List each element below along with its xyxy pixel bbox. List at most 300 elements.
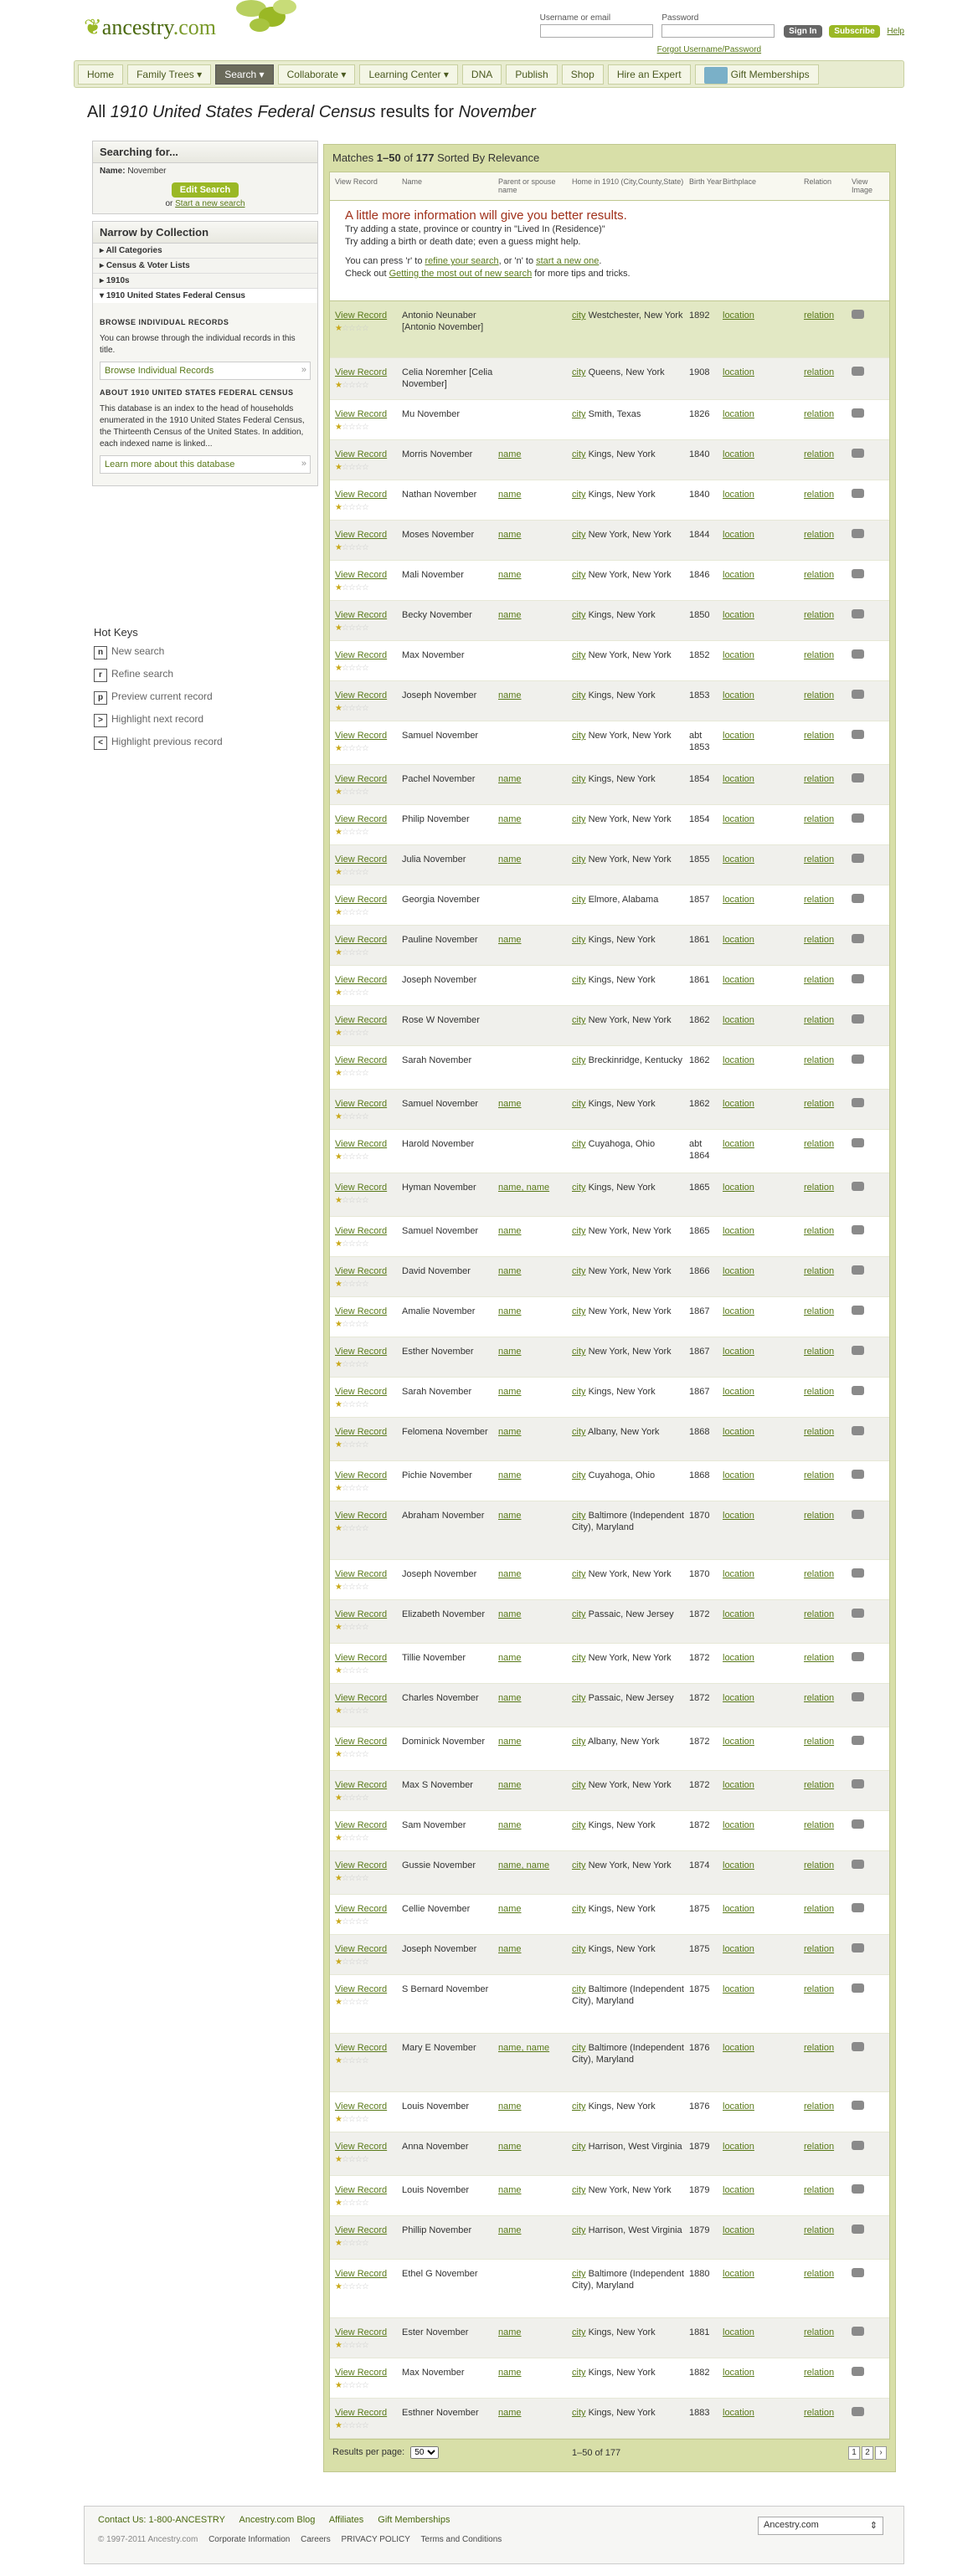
birthplace-link[interactable]: location: [723, 1139, 754, 1149]
city-link[interactable]: city: [572, 1306, 586, 1316]
birthplace-link[interactable]: location: [723, 1306, 754, 1316]
view-image-icon[interactable]: [852, 2184, 864, 2194]
table-row[interactable]: [330, 1046, 889, 1090]
city-link[interactable]: city: [572, 570, 586, 580]
view-record-link[interactable]: View Record: [335, 570, 388, 580]
view-record-link[interactable]: View Record: [335, 2408, 388, 2418]
birthplace-link[interactable]: location: [723, 1904, 754, 1914]
birthplace-link[interactable]: location: [723, 1347, 754, 1357]
view-record-link[interactable]: View Record: [335, 650, 388, 660]
relation-link[interactable]: relation: [804, 490, 835, 500]
birthplace-link[interactable]: location: [723, 2327, 754, 2337]
view-image-icon[interactable]: [852, 1609, 864, 1618]
birthplace-link[interactable]: location: [723, 530, 754, 540]
birthplace-link[interactable]: location: [723, 1183, 754, 1193]
subscribe-button[interactable]: Subscribe: [829, 25, 879, 38]
view-record-link[interactable]: View Record: [335, 1427, 388, 1437]
relation-link[interactable]: relation: [804, 814, 835, 824]
nav-collaborate[interactable]: Collaborate ▾: [278, 64, 356, 85]
parent-spouse-link[interactable]: name: [498, 449, 522, 459]
table-row[interactable]: [330, 400, 889, 440]
relation-link[interactable]: relation: [804, 975, 835, 985]
city-link[interactable]: city: [572, 1470, 586, 1480]
table-row[interactable]: [330, 1727, 889, 1771]
city-link[interactable]: city: [572, 2142, 586, 2152]
parent-spouse-link[interactable]: name: [498, 854, 522, 865]
view-image-icon[interactable]: [852, 489, 864, 498]
city-link[interactable]: city: [572, 2368, 586, 2378]
refine-search-link[interactable]: refine your search: [425, 256, 499, 266]
site-selector[interactable]: Ancestry.com ⇕: [758, 2517, 883, 2535]
relation-link[interactable]: relation: [804, 1347, 835, 1357]
birthplace-link[interactable]: location: [723, 895, 754, 905]
table-row[interactable]: [330, 2318, 889, 2358]
view-image-icon[interactable]: [852, 2367, 864, 2376]
start-new-search-link[interactable]: Start a new search: [175, 199, 245, 208]
relation-link[interactable]: relation: [804, 2408, 835, 2418]
table-row[interactable]: [330, 1684, 889, 1727]
city-link[interactable]: city: [572, 774, 586, 784]
city-link[interactable]: city: [572, 1860, 586, 1870]
city-link[interactable]: city: [572, 2327, 586, 2337]
sign-in-button[interactable]: Sign In: [784, 25, 821, 38]
view-image-icon[interactable]: [852, 1138, 864, 1147]
hotkey-next[interactable]: > Highlight next record: [94, 713, 311, 736]
relation-link[interactable]: relation: [804, 1183, 835, 1193]
view-record-link[interactable]: View Record: [335, 690, 388, 700]
birthplace-link[interactable]: location: [723, 1470, 754, 1480]
birthplace-link[interactable]: location: [723, 1653, 754, 1663]
birthplace-link[interactable]: location: [723, 1984, 754, 1994]
footer-careers[interactable]: Careers: [301, 2535, 331, 2544]
nav-shop[interactable]: Shop: [562, 64, 604, 85]
city-link[interactable]: city: [572, 935, 586, 945]
ancestry-logo[interactable]: ❦ancestry.com: [84, 15, 216, 39]
view-record-link[interactable]: View Record: [335, 2327, 388, 2337]
view-image-icon[interactable]: [852, 449, 864, 458]
relation-link[interactable]: relation: [804, 1693, 835, 1703]
city-link[interactable]: city: [572, 1099, 586, 1109]
parent-spouse-link[interactable]: name: [498, 1693, 522, 1703]
view-record-link[interactable]: View Record: [335, 1387, 388, 1397]
view-record-link[interactable]: View Record: [335, 1511, 388, 1521]
view-image-icon[interactable]: [852, 1306, 864, 1315]
view-record-link[interactable]: View Record: [335, 449, 388, 459]
view-record-link[interactable]: View Record: [335, 2101, 388, 2112]
relation-link[interactable]: relation: [804, 1139, 835, 1149]
relation-link[interactable]: relation: [804, 530, 835, 540]
birthplace-link[interactable]: location: [723, 610, 754, 620]
relation-link[interactable]: relation: [804, 310, 835, 321]
city-link[interactable]: city: [572, 1139, 586, 1149]
birthplace-link[interactable]: location: [723, 1820, 754, 1830]
relation-link[interactable]: relation: [804, 1055, 835, 1065]
city-link[interactable]: city: [572, 1387, 586, 1397]
view-image-icon[interactable]: [852, 1346, 864, 1355]
view-record-link[interactable]: View Record: [335, 1139, 388, 1149]
view-image-icon[interactable]: [852, 1568, 864, 1578]
table-row[interactable]: [330, 1418, 889, 1461]
city-link[interactable]: city: [572, 2101, 586, 2112]
city-link[interactable]: city: [572, 530, 586, 540]
view-record-link[interactable]: View Record: [335, 1984, 388, 1994]
table-row[interactable]: [330, 845, 889, 885]
table-row[interactable]: [330, 561, 889, 601]
birthplace-link[interactable]: location: [723, 2142, 754, 2152]
birthplace-link[interactable]: location: [723, 2408, 754, 2418]
city-link[interactable]: city: [572, 1737, 586, 1747]
nav-gift-memberships[interactable]: [695, 64, 819, 85]
birthplace-link[interactable]: location: [723, 449, 754, 459]
relation-link[interactable]: relation: [804, 1226, 835, 1236]
table-row[interactable]: [330, 1935, 889, 1975]
birthplace-link[interactable]: location: [723, 1099, 754, 1109]
view-record-link[interactable]: View Record: [335, 1609, 388, 1619]
table-row[interactable]: [330, 2216, 889, 2260]
birthplace-link[interactable]: location: [723, 1693, 754, 1703]
parent-spouse-link[interactable]: name: [498, 1470, 522, 1480]
view-image-icon[interactable]: [852, 1903, 864, 1912]
relation-link[interactable]: relation: [804, 774, 835, 784]
parent-spouse-link[interactable]: name: [498, 814, 522, 824]
relation-link[interactable]: relation: [804, 650, 835, 660]
relation-link[interactable]: relation: [804, 895, 835, 905]
view-record-link[interactable]: View Record: [335, 1347, 388, 1357]
table-row[interactable]: [330, 2399, 889, 2439]
hotkey-preview[interactable]: p Preview current record: [94, 690, 311, 713]
table-row[interactable]: [330, 1501, 889, 1560]
view-image-icon[interactable]: [852, 2268, 864, 2277]
view-image-icon[interactable]: [852, 974, 864, 983]
table-row[interactable]: [330, 1173, 889, 1217]
view-image-icon[interactable]: [852, 1510, 864, 1519]
parent-spouse-link[interactable]: name: [498, 1737, 522, 1747]
table-row[interactable]: [330, 2132, 889, 2176]
table-row[interactable]: [330, 1771, 889, 1811]
parent-spouse-link[interactable]: name: [498, 1427, 522, 1437]
view-image-icon[interactable]: [852, 1225, 864, 1234]
parent-spouse-link[interactable]: name: [498, 1347, 522, 1357]
table-row[interactable]: [330, 301, 889, 358]
table-row[interactable]: [330, 681, 889, 721]
forgot-password-link[interactable]: Forgot Username/Password: [656, 45, 762, 54]
birthplace-link[interactable]: location: [723, 650, 754, 660]
view-record-link[interactable]: View Record: [335, 2185, 388, 2195]
view-image-icon[interactable]: [852, 2224, 864, 2234]
view-record-link[interactable]: View Record: [335, 935, 388, 945]
table-row[interactable]: [330, 1644, 889, 1684]
relation-link[interactable]: relation: [804, 935, 835, 945]
view-image-icon[interactable]: [852, 730, 864, 739]
city-link[interactable]: city: [572, 1347, 586, 1357]
birthplace-link[interactable]: location: [723, 367, 754, 377]
city-link[interactable]: city: [572, 367, 586, 377]
city-link[interactable]: city: [572, 1266, 586, 1276]
parent-spouse-link[interactable]: name: [498, 1306, 522, 1316]
birthplace-link[interactable]: location: [723, 1860, 754, 1870]
parent-spouse-link[interactable]: name: [498, 1944, 522, 1954]
view-image-icon[interactable]: [852, 1736, 864, 1745]
birthplace-link[interactable]: location: [723, 1737, 754, 1747]
relation-link[interactable]: relation: [804, 1015, 835, 1025]
view-image-icon[interactable]: [852, 1779, 864, 1788]
birthplace-link[interactable]: location: [723, 2225, 754, 2235]
city-link[interactable]: city: [572, 1569, 586, 1579]
table-row[interactable]: [330, 1560, 889, 1600]
parent-spouse-link[interactable]: name: [498, 2408, 522, 2418]
city-link[interactable]: city: [572, 1984, 586, 1994]
view-record-link[interactable]: View Record: [335, 814, 388, 824]
view-image-icon[interactable]: [852, 2141, 864, 2150]
relation-link[interactable]: relation: [804, 1653, 835, 1663]
view-record-link[interactable]: View Record: [335, 1015, 388, 1025]
view-record-link[interactable]: View Record: [335, 1266, 388, 1276]
view-image-icon[interactable]: [852, 854, 864, 863]
table-row[interactable]: [330, 2358, 889, 2399]
parent-spouse-link[interactable]: name: [498, 690, 522, 700]
city-link[interactable]: city: [572, 2225, 586, 2235]
city-link[interactable]: city: [572, 610, 586, 620]
view-image-icon[interactable]: [852, 1692, 864, 1701]
relation-link[interactable]: relation: [804, 2368, 835, 2378]
birthplace-link[interactable]: location: [723, 1780, 754, 1790]
view-record-link[interactable]: View Record: [335, 610, 388, 620]
table-row[interactable]: [330, 1600, 889, 1644]
view-image-icon[interactable]: [852, 1983, 864, 1993]
footer-affiliates[interactable]: Affiliates: [328, 2515, 364, 2525]
birthplace-link[interactable]: location: [723, 814, 754, 824]
view-record-link[interactable]: View Record: [335, 2269, 388, 2279]
view-image-icon[interactable]: [852, 934, 864, 943]
username-input[interactable]: [540, 24, 653, 38]
hotkey-refine-search[interactable]: r Refine search: [94, 668, 311, 690]
relation-link[interactable]: relation: [804, 1944, 835, 1954]
nav-family-trees[interactable]: Family Trees ▾: [127, 64, 211, 85]
table-row[interactable]: [330, 440, 889, 480]
table-row[interactable]: [330, 1461, 889, 1501]
collection-census-voter[interactable]: ▸ Census & Voter Lists: [93, 259, 317, 274]
city-link[interactable]: city: [572, 975, 586, 985]
birthplace-link[interactable]: location: [723, 1427, 754, 1437]
parent-spouse-link[interactable]: name: [498, 2142, 522, 2152]
relation-link[interactable]: relation: [804, 1904, 835, 1914]
table-row[interactable]: [330, 2260, 889, 2318]
footer-contact[interactable]: Contact Us: 1-800-ANCESTRY: [98, 2515, 226, 2525]
view-image-icon[interactable]: [852, 1098, 864, 1107]
relation-link[interactable]: relation: [804, 731, 835, 741]
parent-spouse-link[interactable]: name: [498, 2368, 522, 2378]
nav-hire-expert[interactable]: Hire an Expert: [608, 64, 691, 85]
relation-link[interactable]: relation: [804, 1984, 835, 1994]
relation-link[interactable]: relation: [804, 610, 835, 620]
relation-link[interactable]: relation: [804, 2142, 835, 2152]
view-image-icon[interactable]: [852, 690, 864, 699]
view-record-link[interactable]: View Record: [335, 367, 388, 377]
birthplace-link[interactable]: location: [723, 2043, 754, 2053]
view-image-icon[interactable]: [852, 649, 864, 659]
relation-link[interactable]: relation: [804, 409, 835, 419]
view-image-icon[interactable]: [852, 1426, 864, 1435]
relation-link[interactable]: relation: [804, 2185, 835, 2195]
birthplace-link[interactable]: location: [723, 1055, 754, 1065]
birthplace-link[interactable]: location: [723, 1609, 754, 1619]
birthplace-link[interactable]: location: [723, 1015, 754, 1025]
view-image-icon[interactable]: [852, 813, 864, 823]
birthplace-link[interactable]: location: [723, 570, 754, 580]
relation-link[interactable]: relation: [804, 1820, 835, 1830]
birthplace-link[interactable]: location: [723, 1387, 754, 1397]
table-row[interactable]: [330, 765, 889, 805]
view-image-icon[interactable]: [852, 1182, 864, 1191]
relation-link[interactable]: relation: [804, 1569, 835, 1579]
relation-link[interactable]: relation: [804, 1099, 835, 1109]
birthplace-link[interactable]: location: [723, 774, 754, 784]
relation-link[interactable]: relation: [804, 1266, 835, 1276]
birthplace-link[interactable]: location: [723, 1226, 754, 1236]
view-image-icon[interactable]: [852, 1652, 864, 1661]
city-link[interactable]: city: [572, 1511, 586, 1521]
parent-spouse-link[interactable]: name: [498, 935, 522, 945]
table-row[interactable]: [330, 885, 889, 926]
parent-spouse-link[interactable]: name: [498, 570, 522, 580]
table-row[interactable]: [330, 1378, 889, 1418]
relation-link[interactable]: relation: [804, 367, 835, 377]
city-link[interactable]: city: [572, 895, 586, 905]
birthplace-link[interactable]: location: [723, 1569, 754, 1579]
city-link[interactable]: city: [572, 449, 586, 459]
footer-blog[interactable]: Ancestry.com Blog: [239, 2515, 316, 2525]
view-image-icon[interactable]: [852, 1014, 864, 1024]
relation-link[interactable]: relation: [804, 2269, 835, 2279]
view-image-icon[interactable]: [852, 609, 864, 618]
view-image-icon[interactable]: [852, 1470, 864, 1479]
view-image-icon[interactable]: [852, 529, 864, 538]
city-link[interactable]: city: [572, 731, 586, 741]
parent-spouse-link[interactable]: name: [498, 1569, 522, 1579]
view-image-icon[interactable]: [852, 1819, 864, 1829]
parent-spouse-link[interactable]: name: [498, 2101, 522, 2112]
birthplace-link[interactable]: location: [723, 975, 754, 985]
table-row[interactable]: [330, 966, 889, 1006]
view-record-link[interactable]: View Record: [335, 1820, 388, 1830]
view-record-link[interactable]: View Record: [335, 1780, 388, 1790]
view-image-icon[interactable]: [852, 1265, 864, 1275]
table-row[interactable]: [330, 1006, 889, 1046]
table-row[interactable]: [330, 1130, 889, 1173]
city-link[interactable]: city: [572, 310, 586, 321]
footer-terms[interactable]: Terms and Conditions: [420, 2535, 502, 2544]
view-record-link[interactable]: View Record: [335, 490, 388, 500]
per-page-select[interactable]: [410, 2446, 439, 2459]
city-link[interactable]: city: [572, 1015, 586, 1025]
collection-1910s[interactable]: ▸ 1910s: [93, 274, 317, 289]
table-row[interactable]: [330, 721, 889, 765]
relation-link[interactable]: relation: [804, 2327, 835, 2337]
relation-link[interactable]: relation: [804, 1737, 835, 1747]
view-record-link[interactable]: View Record: [335, 530, 388, 540]
city-link[interactable]: city: [572, 1904, 586, 1914]
city-link[interactable]: city: [572, 690, 586, 700]
parent-spouse-link[interactable]: name: [498, 490, 522, 500]
view-record-link[interactable]: View Record: [335, 2225, 388, 2235]
table-row[interactable]: [330, 2092, 889, 2132]
table-row[interactable]: [330, 480, 889, 521]
view-record-link[interactable]: View Record: [335, 1944, 388, 1954]
nav-publish[interactable]: Publish: [506, 64, 557, 85]
view-record-link[interactable]: View Record: [335, 1653, 388, 1663]
city-link[interactable]: city: [572, 814, 586, 824]
city-link[interactable]: city: [572, 2043, 586, 2053]
view-record-link[interactable]: View Record: [335, 1737, 388, 1747]
city-link[interactable]: city: [572, 490, 586, 500]
view-record-link[interactable]: View Record: [335, 2043, 388, 2053]
parent-spouse-link[interactable]: name: [498, 1099, 522, 1109]
view-record-link[interactable]: View Record: [335, 975, 388, 985]
table-row[interactable]: [330, 2034, 889, 2092]
collection-1910-census[interactable]: ▾ 1910 United States Federal Census: [93, 289, 317, 303]
table-row[interactable]: [330, 1090, 889, 1130]
birthplace-link[interactable]: location: [723, 2269, 754, 2279]
relation-link[interactable]: relation: [804, 2101, 835, 2112]
parent-spouse-link[interactable]: name: [498, 1387, 522, 1397]
parent-spouse-link[interactable]: name: [498, 1653, 522, 1663]
view-record-link[interactable]: View Record: [335, 1306, 388, 1316]
table-row[interactable]: [330, 601, 889, 641]
city-link[interactable]: city: [572, 2185, 586, 2195]
view-image-icon[interactable]: [852, 773, 864, 783]
view-record-link[interactable]: View Record: [335, 1693, 388, 1703]
parent-spouse-link[interactable]: name, name: [498, 2043, 550, 2053]
view-record-link[interactable]: View Record: [335, 895, 388, 905]
birthplace-link[interactable]: location: [723, 490, 754, 500]
view-image-icon[interactable]: [852, 408, 864, 418]
nav-learning-center[interactable]: Learning Center ▾: [359, 64, 457, 85]
view-image-icon[interactable]: [852, 310, 864, 319]
view-record-link[interactable]: View Record: [335, 731, 388, 741]
birthplace-link[interactable]: location: [723, 731, 754, 741]
view-image-icon[interactable]: [852, 2042, 864, 2051]
parent-spouse-link[interactable]: name: [498, 1780, 522, 1790]
relation-link[interactable]: relation: [804, 1427, 835, 1437]
table-row[interactable]: [330, 1895, 889, 1935]
help-link[interactable]: Help: [887, 27, 904, 36]
parent-spouse-link[interactable]: name: [498, 2327, 522, 2337]
table-row[interactable]: [330, 805, 889, 845]
birthplace-link[interactable]: location: [723, 854, 754, 865]
table-row[interactable]: [330, 1257, 889, 1297]
parent-spouse-link[interactable]: name: [498, 610, 522, 620]
city-link[interactable]: city: [572, 1693, 586, 1703]
parent-spouse-link[interactable]: name: [498, 1820, 522, 1830]
table-row[interactable]: [330, 1297, 889, 1337]
view-record-link[interactable]: View Record: [335, 2142, 388, 2152]
relation-link[interactable]: relation: [804, 1387, 835, 1397]
relation-link[interactable]: relation: [804, 449, 835, 459]
birthplace-link[interactable]: location: [723, 2101, 754, 2112]
relation-link[interactable]: relation: [804, 2225, 835, 2235]
view-record-link[interactable]: View Record: [335, 409, 388, 419]
relation-link[interactable]: relation: [804, 570, 835, 580]
city-link[interactable]: city: [572, 1609, 586, 1619]
parent-spouse-link[interactable]: name: [498, 1226, 522, 1236]
view-image-icon[interactable]: [852, 894, 864, 903]
city-link[interactable]: city: [572, 2408, 586, 2418]
birthplace-link[interactable]: location: [723, 690, 754, 700]
view-image-icon[interactable]: [852, 2407, 864, 2416]
view-record-link[interactable]: View Record: [335, 1055, 388, 1065]
birthplace-link[interactable]: location: [723, 1944, 754, 1954]
birthplace-link[interactable]: location: [723, 2368, 754, 2378]
